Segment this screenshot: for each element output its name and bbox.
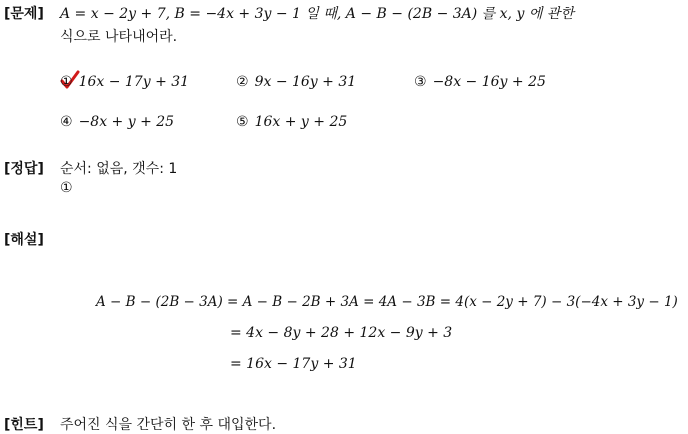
problem-line-2: 식으로 나타내어라. (60, 29, 178, 45)
answer-label: [정답] (4, 161, 44, 177)
option-3-text: −8x − 16y + 25 (432, 74, 546, 90)
answer-line-2: ① (60, 180, 73, 196)
option-3-number: ③ (414, 74, 427, 90)
option-1[interactable] (60, 74, 189, 90)
option-5-text: 16x + y + 25 (254, 114, 348, 130)
option-4-text: −8x + y + 25 (78, 114, 175, 130)
option-4-number: ④ (60, 114, 73, 130)
option-1-text: 16x − 17y + 31 (78, 74, 190, 90)
explanation-label: [해설] (4, 232, 44, 248)
option-5-number: ⑤ (236, 114, 249, 130)
option-2-text: 9x − 16y + 31 (254, 74, 357, 90)
problem-label: [문제] (4, 6, 44, 22)
hint-text: 주어진 식을 간단히 한 후 대입한다. (60, 417, 277, 433)
hint-label: [힌트] (4, 417, 44, 433)
option-1-number: ① (60, 74, 73, 90)
answer-line-1: 순서: 없음, 갯수: 1 (60, 161, 178, 177)
solution-line-1: A − B − (2B − 3A) = A − B − 2B + 3A = 4A − 3B = 4(x − 2y + 7) − 3(−4x + 3y − 1) (96, 294, 678, 310)
option-3[interactable] (414, 74, 546, 90)
option-4[interactable] (60, 114, 174, 130)
solution-line-2: = 4x − 8y + 28 + 12x − 9y + 3 (230, 325, 453, 341)
option-2-number: ② (236, 74, 249, 90)
option-2[interactable] (236, 74, 356, 90)
problem-line-1: A = x − 2y + 7, B = −4x + 3y − 1 일 때, A − B − (2B − 3A) 를 x, y 에 관한 (60, 6, 574, 22)
option-5[interactable] (236, 114, 347, 130)
solution-line-3: = 16x − 17y + 31 (230, 356, 357, 372)
